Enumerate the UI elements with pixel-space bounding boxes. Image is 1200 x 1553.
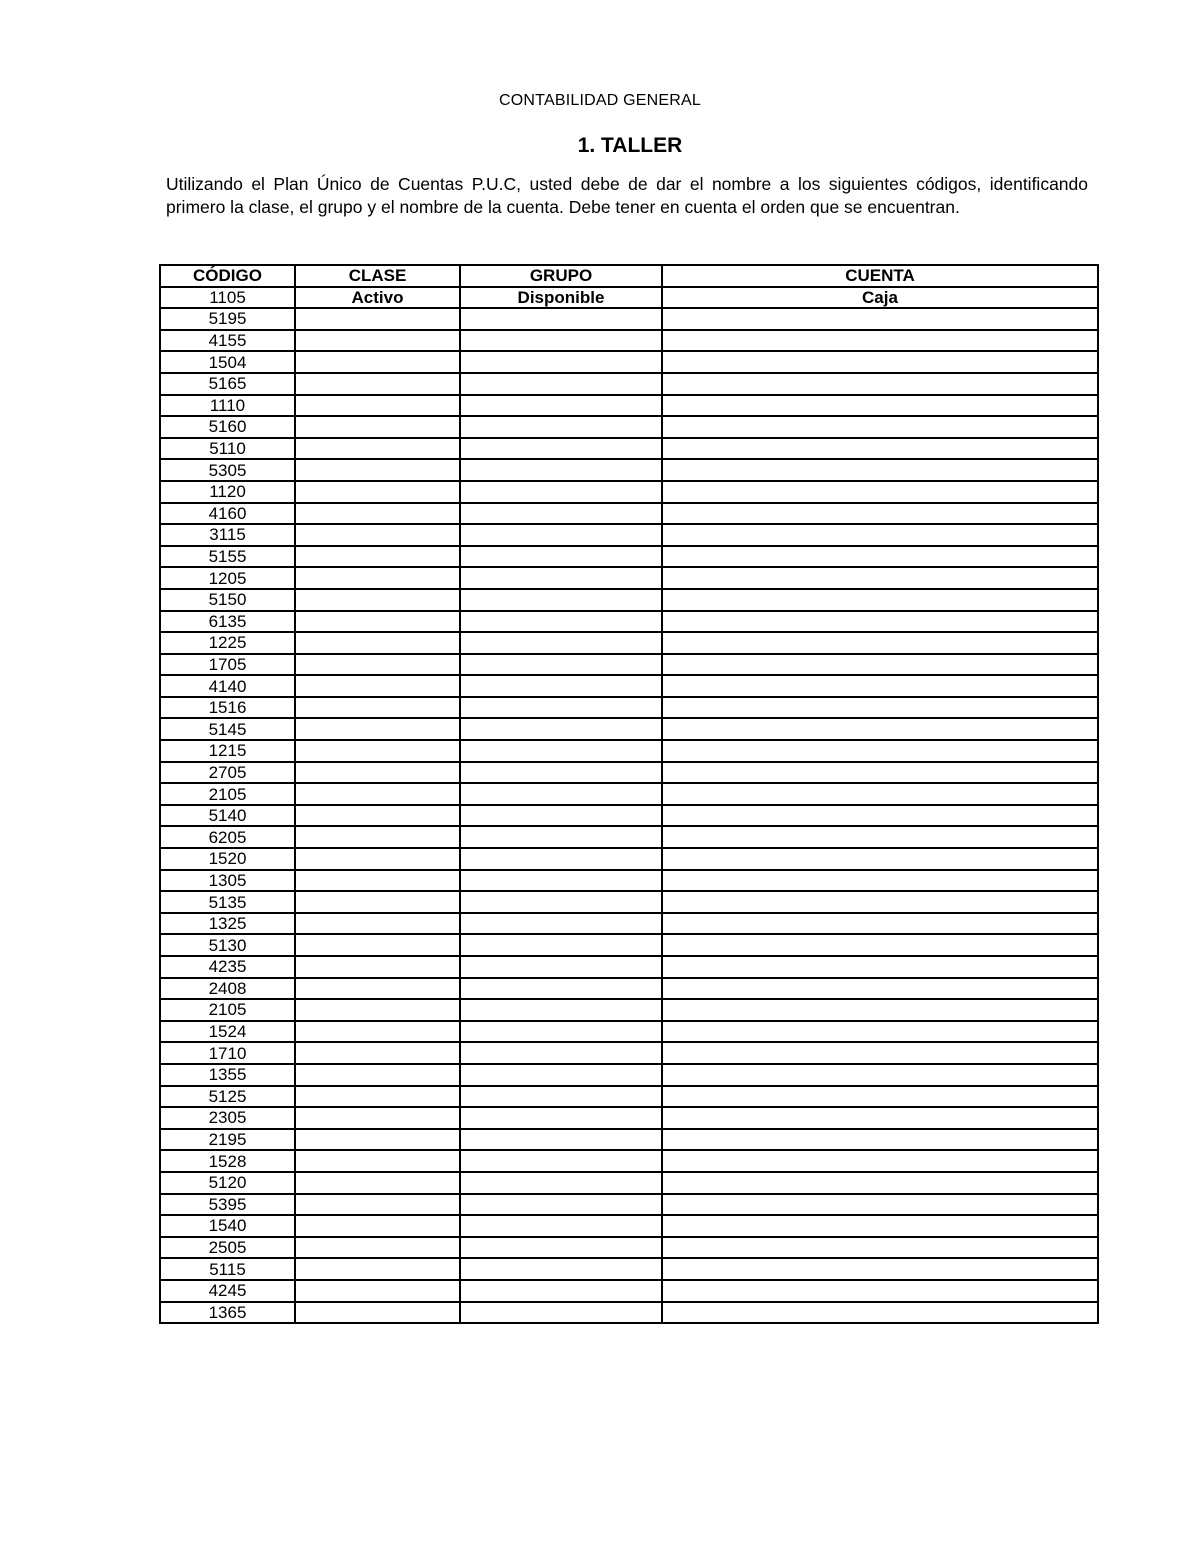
grupo-cell[interactable] [460, 481, 662, 503]
cuenta-cell[interactable] [662, 524, 1098, 546]
codigo-cell: 1516 [160, 697, 295, 719]
table-row [160, 740, 1098, 762]
codigo-cell: 2105 [160, 783, 295, 805]
grupo-cell[interactable] [460, 589, 662, 611]
table-row [160, 351, 1098, 373]
puc-table [159, 264, 1099, 1324]
grupo-cell[interactable] [460, 1150, 662, 1172]
codigo-cell: 5165 [160, 373, 295, 395]
codigo-cell: 5125 [160, 1086, 295, 1108]
table-row [160, 1107, 1098, 1129]
clase-cell[interactable] [295, 805, 460, 827]
grupo-cell[interactable] [460, 632, 662, 654]
clase-cell[interactable] [295, 503, 460, 525]
clase-cell[interactable] [295, 848, 460, 870]
table-row [160, 956, 1098, 978]
clase-cell[interactable] [295, 567, 460, 589]
table-row [160, 330, 1098, 352]
table-row [160, 1064, 1098, 1086]
codigo-cell: 5195 [160, 308, 295, 330]
table-row [160, 697, 1098, 719]
column-header-grupo: GRUPO [460, 265, 662, 287]
grupo-cell[interactable] [460, 1129, 662, 1151]
grupo-cell[interactable] [460, 1258, 662, 1280]
grupo-cell[interactable] [460, 1086, 662, 1108]
grupo-cell[interactable] [460, 654, 662, 676]
grupo-cell[interactable] [460, 308, 662, 330]
table-row [160, 718, 1098, 740]
table-header-row [160, 265, 1098, 287]
clase-cell[interactable] [295, 1042, 460, 1064]
cuenta-cell[interactable] [662, 1042, 1098, 1064]
grupo-cell[interactable] [460, 459, 662, 481]
codigo-cell: 5145 [160, 718, 295, 740]
cuenta-cell[interactable] [662, 308, 1098, 330]
grupo-cell[interactable] [460, 826, 662, 848]
cuenta-cell[interactable] [662, 611, 1098, 633]
codigo-cell: 2408 [160, 978, 295, 1000]
table-row [160, 395, 1098, 417]
table-row [160, 783, 1098, 805]
clase-cell[interactable] [295, 740, 460, 762]
grupo-cell[interactable] [460, 1172, 662, 1194]
cuenta-cell[interactable] [662, 870, 1098, 892]
clase-cell[interactable] [295, 1237, 460, 1259]
codigo-cell: 1325 [160, 913, 295, 935]
codigo-cell: 1225 [160, 632, 295, 654]
codigo-cell: 2105 [160, 999, 295, 1021]
table-row [160, 1129, 1098, 1151]
grupo-cell[interactable] [460, 438, 662, 460]
table-row [160, 826, 1098, 848]
codigo-cell: 1540 [160, 1215, 295, 1237]
cuenta-cell[interactable] [662, 913, 1098, 935]
grupo-cell[interactable] [460, 546, 662, 568]
column-header-codigo: CÓDIGO [160, 265, 295, 287]
table-row [160, 1194, 1098, 1216]
codigo-cell: 5130 [160, 934, 295, 956]
cuenta-cell[interactable] [662, 567, 1098, 589]
clase-cell[interactable] [295, 524, 460, 546]
clase-cell[interactable] [295, 934, 460, 956]
grupo-cell[interactable] [460, 913, 662, 935]
table-row [160, 567, 1098, 589]
cuenta-cell[interactable] [662, 891, 1098, 913]
clase-cell[interactable] [295, 481, 460, 503]
column-header-clase: CLASE [295, 265, 460, 287]
clase-cell[interactable] [295, 416, 460, 438]
grupo-cell[interactable] [460, 503, 662, 525]
grupo-cell[interactable] [460, 891, 662, 913]
cuenta-cell[interactable] [662, 589, 1098, 611]
grupo-cell[interactable] [460, 351, 662, 373]
codigo-cell: 1710 [160, 1042, 295, 1064]
cuenta-cell[interactable] [662, 934, 1098, 956]
table-row [160, 978, 1098, 1000]
grupo-cell[interactable] [460, 1302, 662, 1324]
clase-cell[interactable] [295, 546, 460, 568]
cuenta-cell[interactable] [662, 503, 1098, 525]
clase-cell[interactable] [295, 956, 460, 978]
course-header: CONTABILIDAD GENERAL [499, 92, 701, 109]
cuenta-cell[interactable] [662, 1302, 1098, 1324]
grupo-cell[interactable] [460, 978, 662, 1000]
cuenta-cell[interactable] [662, 1172, 1098, 1194]
grupo-cell[interactable] [460, 524, 662, 546]
grupo-cell[interactable] [460, 1042, 662, 1064]
table-row [160, 1042, 1098, 1064]
codigo-cell: 3115 [160, 524, 295, 546]
grupo-cell[interactable] [460, 956, 662, 978]
clase-cell[interactable] [295, 1302, 460, 1324]
table-row [160, 524, 1098, 546]
codigo-cell: 6205 [160, 826, 295, 848]
clase-cell[interactable] [295, 1107, 460, 1129]
cuenta-cell[interactable] [662, 826, 1098, 848]
grupo-cell[interactable] [460, 1237, 662, 1259]
column-header-cuenta: CUENTA [662, 265, 1098, 287]
codigo-cell: 1355 [160, 1064, 295, 1086]
table-row [160, 1021, 1098, 1043]
cuenta-cell[interactable] [662, 718, 1098, 740]
grupo-cell[interactable] [460, 330, 662, 352]
instructions-paragraph: Utilizando el Plan Único de Cuentas P.U.C, usted debe de dar el nombre a los siguientes códigos, identificando primero la clase, el grupo y el nombre de la cuenta. Debe tener en cuenta el orden que se encuentran. [166, 174, 1088, 217]
cuenta-cell[interactable] [662, 1107, 1098, 1129]
grupo-cell[interactable] [460, 762, 662, 784]
grupo-cell[interactable] [460, 416, 662, 438]
codigo-cell: 5120 [160, 1172, 295, 1194]
codigo-cell: 6135 [160, 611, 295, 633]
clase-cell[interactable] [295, 1021, 460, 1043]
table-row [160, 1302, 1098, 1324]
codigo-cell: 2195 [160, 1129, 295, 1151]
grupo-cell[interactable] [460, 697, 662, 719]
table-row [160, 373, 1098, 395]
page-title: 1. TALLER [577, 134, 683, 157]
table-row [160, 611, 1098, 633]
cuenta-cell[interactable] [662, 1215, 1098, 1237]
clase-cell[interactable] [295, 870, 460, 892]
cuenta-cell[interactable] [662, 1129, 1098, 1151]
cuenta-cell[interactable] [662, 438, 1098, 460]
clase-cell[interactable] [295, 697, 460, 719]
codigo-cell: 1205 [160, 567, 295, 589]
codigo-cell: 1528 [160, 1150, 295, 1172]
cuenta-cell[interactable] [662, 1064, 1098, 1086]
table-row [160, 632, 1098, 654]
table-row [160, 999, 1098, 1021]
table-row [160, 1237, 1098, 1259]
table-row [160, 848, 1098, 870]
cuenta-cell[interactable] [662, 632, 1098, 654]
table-row [160, 459, 1098, 481]
cuenta-cell[interactable] [662, 1150, 1098, 1172]
clase-cell[interactable] [295, 826, 460, 848]
grupo-cell[interactable] [460, 740, 662, 762]
example-clase: Activo [295, 287, 460, 309]
table-row [160, 1215, 1098, 1237]
cuenta-cell[interactable] [662, 459, 1098, 481]
table-row [160, 546, 1098, 568]
clase-cell[interactable] [295, 718, 460, 740]
codigo-cell: 5150 [160, 589, 295, 611]
grupo-cell[interactable] [460, 999, 662, 1021]
table-row [160, 1258, 1098, 1280]
clase-cell[interactable] [295, 308, 460, 330]
table-row [160, 805, 1098, 827]
grupo-cell[interactable] [460, 783, 662, 805]
clase-cell[interactable] [295, 675, 460, 697]
cuenta-cell[interactable] [662, 1258, 1098, 1280]
table-row [160, 870, 1098, 892]
grupo-cell[interactable] [460, 395, 662, 417]
codigo-cell: 2705 [160, 762, 295, 784]
codigo-cell: 2305 [160, 1107, 295, 1129]
codigo-cell: 5395 [160, 1194, 295, 1216]
grupo-cell[interactable] [460, 567, 662, 589]
example-row [160, 287, 1098, 309]
codigo-cell: 5110 [160, 438, 295, 460]
clase-cell[interactable] [295, 1129, 460, 1151]
codigo-cell: 4160 [160, 503, 295, 525]
grupo-cell[interactable] [460, 870, 662, 892]
clase-cell[interactable] [295, 913, 460, 935]
grupo-cell[interactable] [460, 1021, 662, 1043]
example-cuenta: Caja [662, 287, 1098, 309]
table-row [160, 762, 1098, 784]
cuenta-cell[interactable] [662, 1280, 1098, 1302]
table-row [160, 503, 1098, 525]
clase-cell[interactable] [295, 373, 460, 395]
codigo-cell: 2505 [160, 1237, 295, 1259]
clase-cell[interactable] [295, 395, 460, 417]
cuenta-cell[interactable] [662, 481, 1098, 503]
clase-cell[interactable] [295, 783, 460, 805]
codigo-cell: 1524 [160, 1021, 295, 1043]
clase-cell[interactable] [295, 330, 460, 352]
grupo-cell[interactable] [460, 848, 662, 870]
clase-cell[interactable] [295, 1194, 460, 1216]
codigo-cell: 5305 [160, 459, 295, 481]
codigo-cell: 1215 [160, 740, 295, 762]
codigo-cell: 1305 [160, 870, 295, 892]
clase-cell[interactable] [295, 351, 460, 373]
clase-cell[interactable] [295, 1086, 460, 1108]
grupo-cell[interactable] [460, 805, 662, 827]
cuenta-cell[interactable] [662, 395, 1098, 417]
table-row [160, 891, 1098, 913]
clase-cell[interactable] [295, 999, 460, 1021]
codigo-cell: 5135 [160, 891, 295, 913]
clase-cell[interactable] [295, 978, 460, 1000]
cuenta-cell[interactable] [662, 675, 1098, 697]
grupo-cell[interactable] [460, 611, 662, 633]
cuenta-cell[interactable] [662, 351, 1098, 373]
cuenta-cell[interactable] [662, 999, 1098, 1021]
cuenta-cell[interactable] [662, 654, 1098, 676]
clase-cell[interactable] [295, 1172, 460, 1194]
codigo-cell: 4155 [160, 330, 295, 352]
codigo-cell: 5160 [160, 416, 295, 438]
table-row [160, 481, 1098, 503]
cuenta-cell[interactable] [662, 762, 1098, 784]
clase-cell[interactable] [295, 762, 460, 784]
cuenta-cell[interactable] [662, 978, 1098, 1000]
codigo-cell: 4245 [160, 1280, 295, 1302]
cuenta-cell[interactable] [662, 373, 1098, 395]
clase-cell[interactable] [295, 589, 460, 611]
codigo-cell: 4235 [160, 956, 295, 978]
table-row [160, 913, 1098, 935]
codigo-cell: 1705 [160, 654, 295, 676]
grupo-cell[interactable] [460, 373, 662, 395]
codigo-cell: 5115 [160, 1258, 295, 1280]
cuenta-cell[interactable] [662, 848, 1098, 870]
codigo-cell: 1504 [160, 351, 295, 373]
cuenta-cell[interactable] [662, 697, 1098, 719]
cuenta-cell[interactable] [662, 416, 1098, 438]
cuenta-cell[interactable] [662, 1237, 1098, 1259]
grupo-cell[interactable] [460, 934, 662, 956]
example-grupo: Disponible [460, 287, 662, 309]
cuenta-cell[interactable] [662, 783, 1098, 805]
codigo-cell: 5155 [160, 546, 295, 568]
table-row [160, 308, 1098, 330]
table-row [160, 675, 1098, 697]
grupo-cell[interactable] [460, 718, 662, 740]
grupo-cell[interactable] [460, 1107, 662, 1129]
clase-cell[interactable] [295, 438, 460, 460]
cuenta-cell[interactable] [662, 330, 1098, 352]
codigo-cell: 1110 [160, 395, 295, 417]
clase-cell[interactable] [295, 1280, 460, 1302]
clase-cell[interactable] [295, 611, 460, 633]
codigo-cell: 1120 [160, 481, 295, 503]
grupo-cell[interactable] [460, 1280, 662, 1302]
codigo-cell: 1520 [160, 848, 295, 870]
grupo-cell[interactable] [460, 1064, 662, 1086]
clase-cell[interactable] [295, 632, 460, 654]
clase-cell[interactable] [295, 654, 460, 676]
cuenta-cell[interactable] [662, 1021, 1098, 1043]
cuenta-cell[interactable] [662, 1194, 1098, 1216]
cuenta-cell[interactable] [662, 740, 1098, 762]
clase-cell[interactable] [295, 1215, 460, 1237]
table-row [160, 438, 1098, 460]
table-row [160, 589, 1098, 611]
table-row [160, 1280, 1098, 1302]
table-row [160, 1150, 1098, 1172]
clase-cell[interactable] [295, 891, 460, 913]
grupo-cell[interactable] [460, 1194, 662, 1216]
clase-cell[interactable] [295, 1064, 460, 1086]
cuenta-cell[interactable] [662, 1086, 1098, 1108]
table-row [160, 934, 1098, 956]
example-codigo: 1105 [160, 287, 295, 309]
cuenta-cell[interactable] [662, 956, 1098, 978]
grupo-cell[interactable] [460, 1215, 662, 1237]
cuenta-cell[interactable] [662, 805, 1098, 827]
codigo-cell: 1365 [160, 1302, 295, 1324]
codigo-cell: 5140 [160, 805, 295, 827]
table-row [160, 1086, 1098, 1108]
clase-cell[interactable] [295, 459, 460, 481]
codigo-cell: 4140 [160, 675, 295, 697]
cuenta-cell[interactable] [662, 546, 1098, 568]
table-row [160, 416, 1098, 438]
table-row [160, 1172, 1098, 1194]
grupo-cell[interactable] [460, 675, 662, 697]
table-row [160, 654, 1098, 676]
clase-cell[interactable] [295, 1150, 460, 1172]
clase-cell[interactable] [295, 1258, 460, 1280]
